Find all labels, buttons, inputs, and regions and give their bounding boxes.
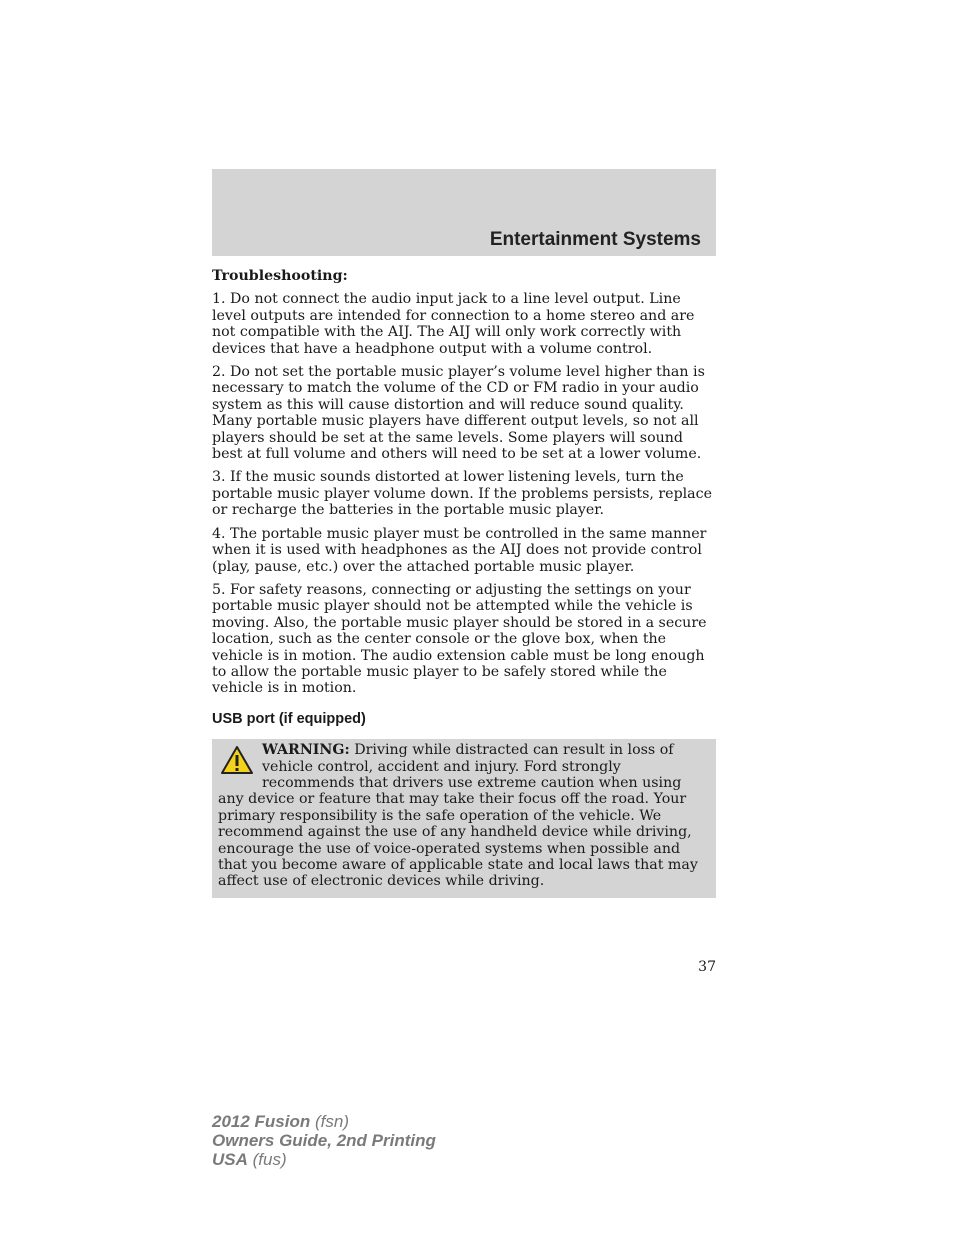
footer-model: 2012 Fusion bbox=[212, 1112, 311, 1131]
warning-body: Driving while distracted can result in loss of vehicle control, accident and injury. Ford strongly recommends that drivers use extreme caution when using any device or feature that may take their focus off the road. Your primary responsibility is the safe operation of the vehicle. We recommend against the use of any handheld device while driving, encourage the use of voice-operated systems when possible and that you become aware of applicable state and local laws that may affect use of electronic devices while driving. bbox=[218, 742, 698, 890]
footer-guide: Owners Guide, 2nd Printing bbox=[212, 1131, 436, 1150]
page-content bbox=[212, 268, 716, 898]
troubleshooting-heading: Troubleshooting: bbox=[212, 268, 348, 284]
footer-line-1 bbox=[212, 1112, 436, 1131]
section-title: Entertainment Systems bbox=[489, 229, 701, 250]
footer bbox=[212, 1112, 436, 1169]
page-number: 37 bbox=[698, 959, 716, 975]
footer-line-3 bbox=[212, 1150, 436, 1169]
warning-label: WARNING: bbox=[262, 742, 350, 759]
footer-model-code: (fsn) bbox=[310, 1112, 349, 1131]
warning-text bbox=[218, 742, 710, 890]
troubleshooting-item-5: 5. For safety reasons, connecting or adjusting the settings on your portable music player should not be attempted while the vehicle is moving. Also, the portable music player should be stored in a secure location, such as the center console or the glove box, when the vehicle is in motion. The audio extension cable must be long enough to allow the portable music player to be safely stored while the vehicle is in motion. bbox=[212, 581, 707, 697]
footer-market: USA bbox=[212, 1150, 248, 1169]
footer-market-code: (fus) bbox=[247, 1150, 287, 1169]
troubleshooting-item-2: 2. Do not set the portable music player’s volume level higher than is necessary to match the volume of the CD or FM radio in your audio system as this will cause distortion and will reduce sound quality. Many portable music players have different output levels, so not all players should be set at the same levels. Some players will sound best at full volume and others will need to be set at a lower volume. bbox=[212, 364, 705, 463]
usb-port-heading: USB port (if equipped) bbox=[212, 710, 366, 727]
section-header-band bbox=[212, 169, 716, 256]
troubleshooting-item-3: 3. If the music sounds distorted at lower listening levels, turn the portable music player volume down. If the problems persists, replace or recharge the batteries in the portable music player. bbox=[212, 469, 712, 519]
troubleshooting-item-4: 4. The portable music player must be controlled in the same manner when it is used with headphones as the AIJ does not provide control (play, pause, etc.) over the attached portable music player. bbox=[212, 525, 707, 575]
troubleshooting-item-1: 1. Do not connect the audio input jack to a line level output. Line level outputs are intended for connection to a home stereo and are not compatible with the AIJ. The AIJ will only work correctly with devices that have a headphone output with a volume control. bbox=[212, 291, 695, 357]
warning-triangle-icon bbox=[220, 745, 254, 775]
footer-line-2 bbox=[212, 1131, 436, 1150]
warning-box bbox=[212, 739, 716, 898]
